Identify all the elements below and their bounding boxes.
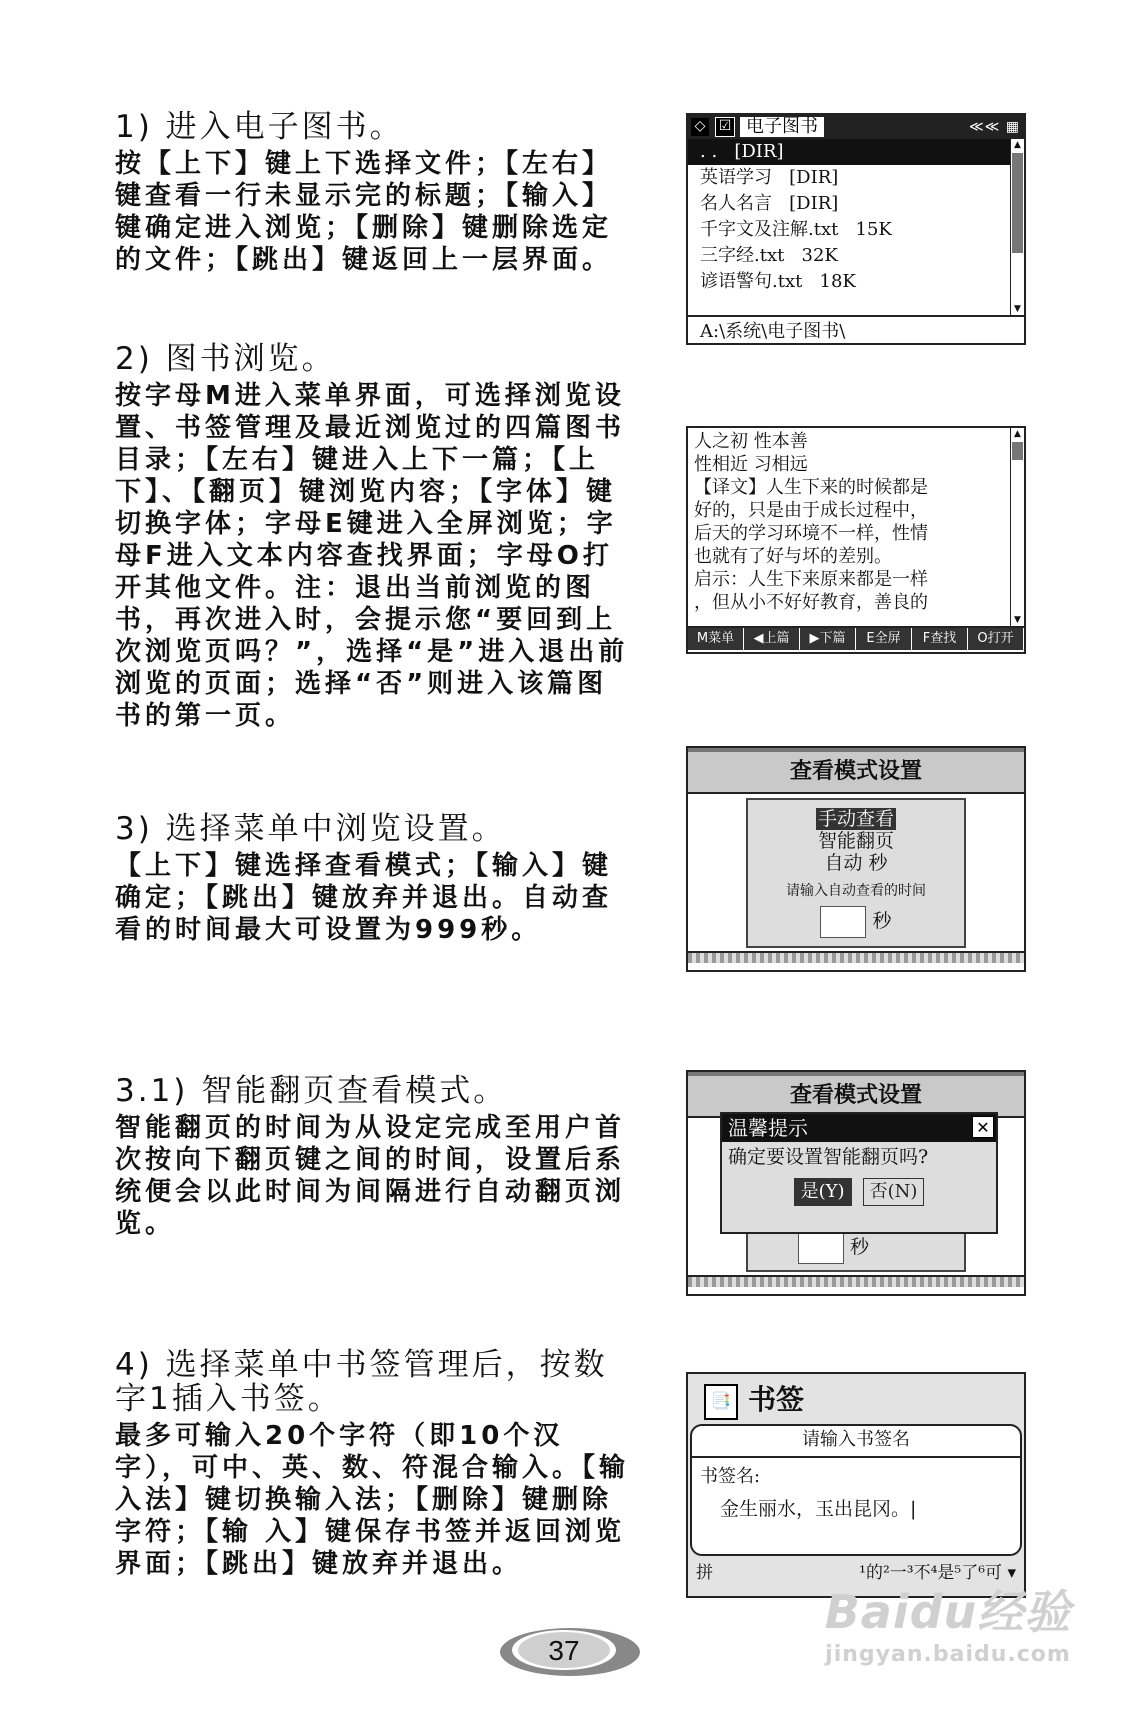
section-title: 3) 选择菜单中浏览设置。 xyxy=(115,811,506,847)
scrollbar-thumb[interactable] xyxy=(1012,153,1023,253)
screen-body xyxy=(688,794,1024,951)
bookmark-icon: 📑 xyxy=(704,1384,738,1420)
list-item[interactable]: 名人名言 [DIR] xyxy=(700,193,839,214)
no-button[interactable]: 否(N) xyxy=(863,1178,925,1206)
text-line: 【译文】人生下来的时候都是 xyxy=(694,477,928,498)
list-item[interactable]: 英语学习 [DIR] xyxy=(700,167,839,188)
watermark xyxy=(808,1584,1088,1684)
section-4 xyxy=(115,1348,635,1580)
time-input-row xyxy=(748,906,964,938)
text-line: ，但从小不好好教育，善良的 xyxy=(694,592,928,613)
section-title: 2) 图书浏览。 xyxy=(115,341,336,377)
section-body: 最多可输入20个字符（即10个汉字），可中、英、数、符混合输入。【输入法】键切换输入法；【删除】键删除字符；【输 入】键保存书签并返回浏览界面；【跳出】键放弃并退出。 xyxy=(115,1421,630,1579)
ime-mode[interactable]: 拼 xyxy=(696,1563,713,1583)
watermark-url: jingyan.baidu.com xyxy=(825,1642,1071,1667)
book-viewer-screen xyxy=(686,426,1026,654)
scroll-down-arrow-icon[interactable]: ▼ xyxy=(1014,615,1021,625)
scroll-up-arrow-icon[interactable]: ▲ xyxy=(1014,429,1021,439)
page-number: 37 xyxy=(548,1635,580,1666)
book-text-area xyxy=(688,428,1024,626)
battery-icon: ≪≪ ▦ xyxy=(969,119,1020,135)
list-item[interactable]: 三字经.txt 32K xyxy=(700,245,838,266)
diamond-icon: ◇ xyxy=(691,118,709,136)
section-body: 按【上下】键上下选择文件；【左右】键查看一行未显示完的标题；【输入】键确定进入浏览；【删除】键删除选定的文件；【跳出】键返回上一层界面。 xyxy=(115,149,613,275)
section-body: 智能翻页的时间为从设定完成至用户首次按向下翻页键之间的时间，设置后系统便会以此时间为间隔进行自动翻页浏览。 xyxy=(115,1113,626,1239)
page-number-badge xyxy=(498,1624,642,1678)
ebook-file-list-screen xyxy=(686,113,1026,345)
section-3 xyxy=(115,812,635,946)
bookmark-input-box[interactable] xyxy=(690,1458,1022,1556)
book-icon: ☑ xyxy=(715,117,735,137)
text-line: 人之初 性本善 xyxy=(694,431,808,452)
file-list xyxy=(688,139,1024,317)
bookmark-header xyxy=(688,1374,1024,1424)
bookmark-name-field[interactable]: 金生丽水，玉出昆冈。| xyxy=(720,1498,917,1520)
next-chapter-button[interactable]: ▶下篇 xyxy=(800,628,856,650)
dialog-title: 温馨提示 xyxy=(728,1116,808,1140)
scrollbar-thumb[interactable] xyxy=(1012,442,1023,460)
section-body: 【上下】键选择查看模式；【输入】键确定；【跳出】键放弃并退出。自动查看的时间最大可设置为999秒。 xyxy=(115,851,613,945)
yes-button[interactable]: 是(Y) xyxy=(794,1178,852,1206)
text-line: 好的，只是由于成长过程中， xyxy=(694,500,928,521)
dialog-title-bar xyxy=(722,1114,996,1142)
seconds-unit: 秒 xyxy=(872,910,892,932)
current-path: A:\系统\电子图书\ xyxy=(700,321,846,342)
option-label: 手动查看 xyxy=(817,808,894,830)
seconds-input[interactable] xyxy=(820,906,866,938)
section-title: 4) 选择菜单中书签管理后，按数字1插入书签。 xyxy=(115,1347,608,1417)
list-item[interactable]: . . [DIR] xyxy=(688,139,1010,165)
screen-header: 查看模式设置 xyxy=(688,1072,1024,1118)
footer-bar xyxy=(688,1275,1024,1287)
list-item[interactable]: 千字文及注解.txt 15K xyxy=(700,219,892,240)
menu-button[interactable]: M菜单 xyxy=(688,628,744,650)
bookmark-name-label: 书签名: xyxy=(700,1466,761,1487)
text-line: 后天的学习环境不一样，性情 xyxy=(694,523,928,544)
mode-options-panel xyxy=(746,798,966,948)
scrollbar[interactable] xyxy=(1010,428,1024,626)
option-smart-page[interactable]: 智能翻页 xyxy=(817,830,894,852)
scroll-up-arrow-icon[interactable]: ▲ xyxy=(1014,140,1021,150)
section-3-1 xyxy=(115,1074,635,1240)
view-mode-settings-screen xyxy=(686,746,1026,972)
find-button[interactable]: F查找 xyxy=(912,628,968,650)
page-badge-ellipse-icon xyxy=(498,1624,642,1678)
text-line: 也就有了好与坏的差别。 xyxy=(694,546,892,567)
seconds-row xyxy=(798,1232,869,1264)
option-manual[interactable] xyxy=(748,808,964,830)
scroll-down-arrow-icon[interactable]: ▼ xyxy=(1014,304,1021,314)
text-line: 性相近 习相远 xyxy=(694,454,808,475)
watermark-logo: Baidu经验 xyxy=(824,1585,1072,1639)
seconds-input[interactable] xyxy=(798,1232,844,1264)
dialog-buttons xyxy=(722,1178,996,1206)
bookmark-screen xyxy=(686,1372,1026,1598)
section-2 xyxy=(115,342,635,732)
ime-candidates[interactable]: ¹的²一³不⁴是⁵了⁶可 ▾ xyxy=(859,1563,1016,1583)
footer-bar xyxy=(688,951,1024,963)
window-title: 电子图书 xyxy=(740,117,824,137)
bookmark-prompt: 请输入书签名 xyxy=(690,1424,1022,1458)
smart-page-confirm-screen xyxy=(686,1070,1026,1296)
window-title-bar xyxy=(688,115,1024,139)
section-body: 按字母M进入菜单界面，可选择浏览设置、书签管理及最近浏览过的四篇图书目录；【左右】键进入上下一篇；【上下】、【翻页】键浏览内容；【字体】键切换字体；字母E键进入全屏浏览；字母F进入文本内容查找界面；字母O打开其他文件。注：退出当前浏览的图书，再次进入时，会提示您“要回到上次浏览页吗？”，选择“是”进入退出前浏览的页面；选择“否”则进入该篇图书的第一页。 xyxy=(115,381,629,731)
fullscreen-button[interactable]: E全屏 xyxy=(856,628,912,650)
section-title: 3.1) 智能翻页查看模式。 xyxy=(115,1073,508,1109)
close-icon[interactable]: ✕ xyxy=(972,1116,994,1138)
option-auto[interactable]: 自动 秒 xyxy=(824,852,888,874)
confirm-dialog xyxy=(720,1112,998,1234)
section-1 xyxy=(115,110,635,276)
time-hint: 请输入自动查看的时间 xyxy=(786,883,926,899)
scrollbar[interactable] xyxy=(1010,139,1024,315)
dialog-message: 确定要设置智能翻页吗? xyxy=(728,1146,929,1168)
screen-body xyxy=(688,1118,1024,1275)
softkey-bar xyxy=(688,626,1024,650)
screen-header: 查看模式设置 xyxy=(688,748,1024,794)
list-item[interactable]: 谚语警句.txt 18K xyxy=(700,271,856,292)
text-line: 启示：人生下来原来都是一样 xyxy=(694,569,928,590)
seconds-unit: 秒 xyxy=(850,1236,870,1258)
section-title: 1) 进入电子图书。 xyxy=(115,109,404,145)
bookmark-title: 书签 xyxy=(748,1383,805,1416)
prev-chapter-button[interactable]: ◀上篇 xyxy=(744,628,800,650)
open-button[interactable]: O打开 xyxy=(968,628,1024,650)
